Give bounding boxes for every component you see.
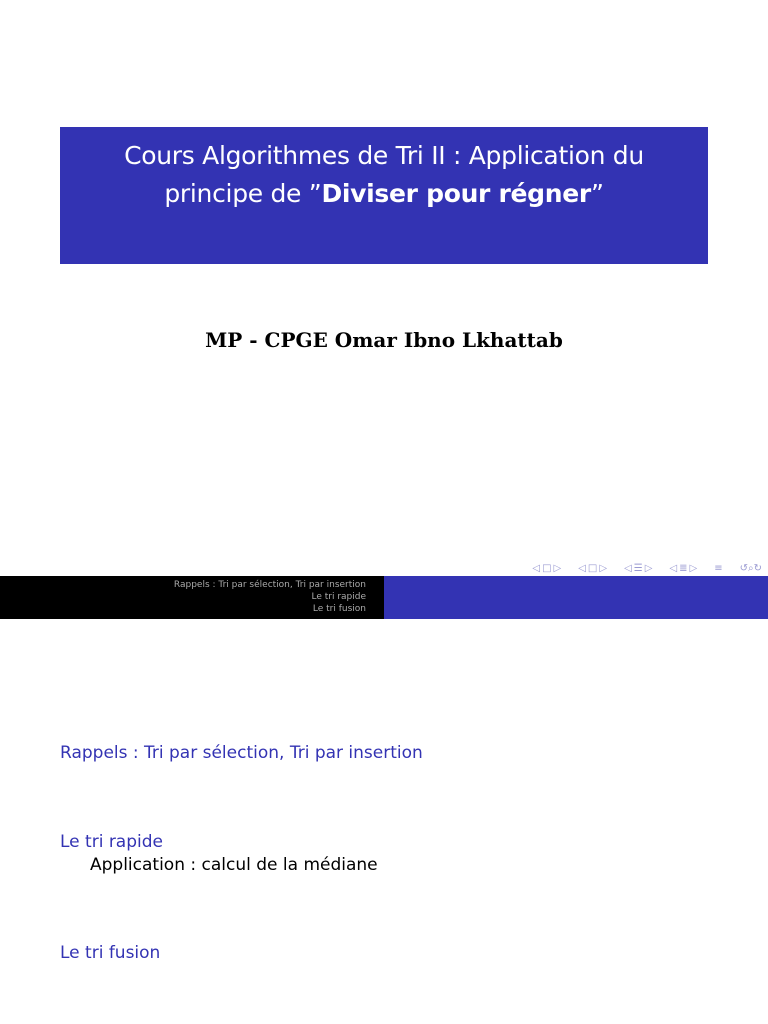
- headline-subsection-2[interactable]: Le tri fusion: [312, 604, 366, 614]
- prev-frame-arrow-icon[interactable]: ◁: [532, 562, 541, 574]
- prev-subsection-arrow-icon[interactable]: ◁: [578, 562, 586, 574]
- nav-section-group: [624, 563, 652, 574]
- title-block: [60, 127, 708, 264]
- toc-section-rappels[interactable]: Rappels : Tri par sélection, Tri par insertion: [60, 743, 423, 763]
- outline-slide: [0, 576, 768, 1024]
- toc-section-tri-rapide[interactable]: Le tri rapide: [60, 832, 163, 852]
- part-icon[interactable]: ≣: [679, 562, 688, 574]
- headline-right-panel: [384, 576, 768, 619]
- headline-section[interactable]: Rappels : Tri par sélection, Tri par insertion: [173, 580, 366, 590]
- document-icon[interactable]: ≡: [714, 562, 723, 574]
- toc-subsection-mediane[interactable]: Application : calcul de la médiane: [90, 855, 378, 875]
- search-zoom-icon[interactable]: ↺⌕↻: [739, 562, 762, 574]
- next-section-arrow-icon[interactable]: ▷: [644, 562, 653, 574]
- subsection-icon[interactable]: □: [587, 562, 598, 574]
- author: MP - CPGE Omar Ibno Lkhattab: [205, 328, 563, 352]
- next-part-arrow-icon[interactable]: ▷: [689, 562, 698, 574]
- next-frame-arrow-icon[interactable]: ▷: [553, 562, 562, 574]
- prev-section-arrow-icon[interactable]: ◁: [624, 562, 632, 574]
- title-line-2: [60, 175, 708, 213]
- title-bold: Diviser pour régner: [321, 179, 591, 208]
- nav-subsection-group: [578, 563, 607, 574]
- frame-icon[interactable]: □: [542, 562, 552, 574]
- title-line-1: Cours Algorithmes de Tri II : Application du: [124, 141, 644, 170]
- beamer-navigation-bar: [532, 560, 762, 576]
- headline-bar: [0, 576, 768, 619]
- nav-search-group: [740, 563, 762, 574]
- headline-navigation: [0, 576, 384, 619]
- title-prefix: principe de ”: [164, 179, 322, 208]
- title-suffix: ”: [590, 179, 604, 208]
- headline-subsection-1[interactable]: Le tri rapide: [311, 592, 366, 602]
- nav-document-group: [714, 563, 722, 574]
- section-icon[interactable]: ☰: [633, 562, 643, 574]
- nav-frame-group: [532, 563, 561, 574]
- toc-section-tri-fusion[interactable]: Le tri fusion: [60, 943, 161, 963]
- next-subsection-arrow-icon[interactable]: ▷: [599, 562, 608, 574]
- prev-part-arrow-icon[interactable]: ◁: [669, 562, 678, 574]
- nav-part-group: [669, 563, 697, 574]
